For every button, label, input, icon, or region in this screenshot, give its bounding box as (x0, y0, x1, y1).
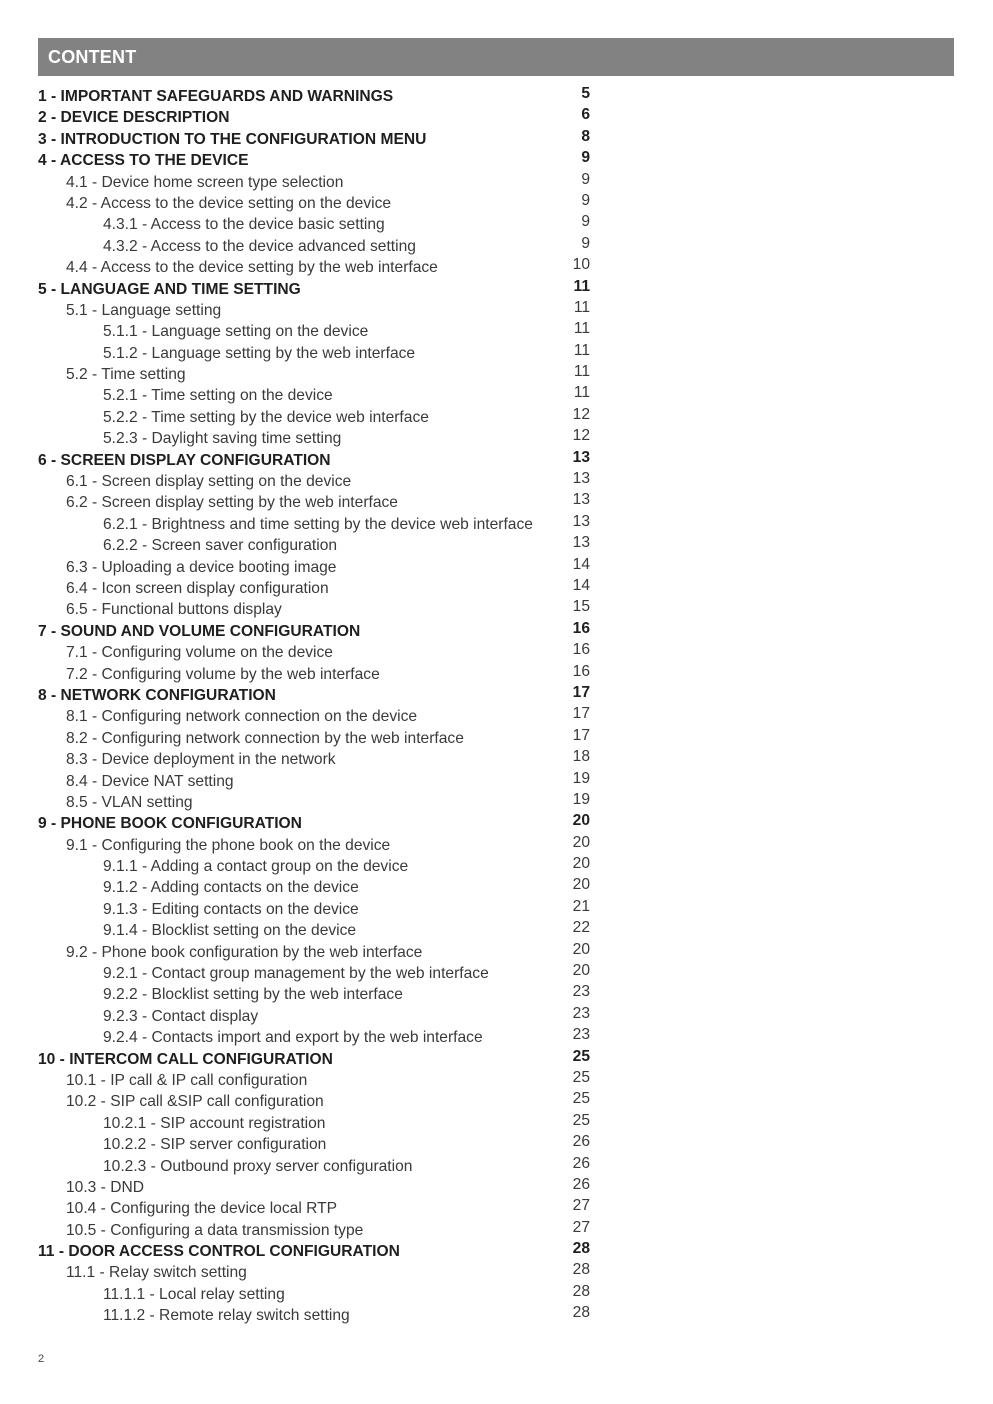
toc-entry-page: 20 (572, 833, 590, 851)
toc-entry-title: 5.1 - Language setting (66, 301, 222, 319)
toc-entry-title: 9.2 - Phone book configuration by the web interface (66, 943, 423, 961)
toc-entry-title: 11.1.2 - Remote relay switch setting (103, 1307, 350, 1325)
toc-entry-page: 19 (572, 790, 590, 808)
toc-section (38, 578, 598, 599)
toc-entry-title: 6.4 - Icon screen display configuration (66, 579, 329, 597)
toc-entry-title: 9.1.4 - Blocklist setting on the device (103, 922, 357, 940)
toc-subsection (38, 1134, 598, 1155)
toc-section (38, 300, 598, 321)
toc-entry-page: 6 (581, 106, 590, 124)
toc-subsection (38, 1305, 598, 1326)
toc-entry-page: 25 (572, 1068, 590, 1086)
page-number: 2 (38, 1353, 45, 1365)
toc-entry-title: 4.3.2 - Access to the device advanced setting (103, 237, 416, 255)
toc-subsection (38, 321, 598, 342)
toc-subsection (38, 899, 598, 920)
toc-entry-page: 22 (572, 919, 590, 937)
toc-entry-title: 5 - LANGUAGE AND TIME SETTING (38, 280, 301, 298)
toc-section (38, 172, 598, 193)
toc-entry-page: 13 (572, 512, 590, 530)
toc-entry-title: 6.2.1 - Brightness and time setting by the device web interface (103, 515, 533, 533)
toc-entry-title: 4.4 - Access to the device setting by the web interface (66, 259, 438, 277)
toc-entry-page: 23 (572, 1004, 590, 1022)
toc-entry-page: 20 (572, 962, 590, 980)
toc-entry-page: 15 (572, 598, 590, 616)
toc-entry-page: 11 (573, 277, 590, 295)
toc-entry-title: 8.4 - Device NAT setting (66, 772, 234, 790)
toc-section (38, 599, 598, 620)
toc-entry-page: 10 (572, 256, 590, 274)
toc-entry-page: 9 (581, 149, 590, 167)
toc-subsection (38, 877, 598, 898)
toc-entry-title: 10.4 - Configuring the device local RTP (66, 1200, 338, 1218)
toc-entry-page: 13 (572, 534, 590, 552)
toc-entry-title: 6.1 - Screen display setting on the device (66, 473, 352, 491)
toc-entry-page: 28 (572, 1282, 590, 1300)
toc-entry-title: 5.2.2 - Time setting by the device web interface (103, 408, 429, 426)
content-title: CONTENT (48, 46, 137, 67)
toc-section (38, 257, 598, 278)
toc-section (38, 364, 598, 385)
toc-entry-title: 2 - DEVICE DESCRIPTION (38, 109, 230, 127)
toc-entry-title: 10.5 - Configuring a data transmission type (66, 1221, 364, 1239)
toc-entry-title: 4.1 - Device home screen type selection (66, 173, 344, 191)
content-header (38, 38, 954, 76)
toc-entry-page: 13 (572, 470, 590, 488)
toc-section (38, 1220, 598, 1241)
toc-entry-title: 7.1 - Configuring volume on the device (66, 644, 333, 662)
toc-entry-title: 11.1 - Relay switch setting (66, 1264, 247, 1282)
toc-subsection (38, 385, 598, 406)
toc-entry-page: 25 (572, 1111, 590, 1129)
toc-entry-page: 26 (572, 1133, 590, 1151)
toc-subsection (38, 428, 598, 449)
toc-subsection (38, 1113, 598, 1134)
toc-chapter (38, 279, 598, 300)
toc-subsection (38, 984, 598, 1005)
toc-chapter (38, 450, 598, 471)
toc-entry-page: 8 (581, 127, 590, 145)
toc-subsection (38, 407, 598, 428)
toc-entry-title: 9.1.2 - Adding contacts on the device (103, 879, 359, 897)
toc-chapter (38, 107, 598, 128)
toc-chapter (38, 1241, 598, 1262)
toc-section (38, 1262, 598, 1283)
toc-subsection (38, 236, 598, 257)
toc-section (38, 1070, 598, 1091)
toc-entry-title: 6.2 - Screen display setting by the web interface (66, 494, 398, 512)
toc-entry-page: 20 (572, 876, 590, 894)
toc-subsection (38, 963, 598, 984)
toc-entry-title: 9.1.3 - Editing contacts on the device (103, 900, 359, 918)
toc-subsection (38, 920, 598, 941)
toc-entry-title: 10.2 - SIP call &SIP call configuration (66, 1093, 324, 1111)
toc-entry-page: 26 (572, 1175, 590, 1193)
toc-entry-title: 9.2.3 - Contact display (103, 1007, 259, 1025)
toc-chapter (38, 685, 598, 706)
toc-entry-page: 11 (573, 320, 590, 338)
toc-entry-title: 8.5 - VLAN setting (66, 793, 193, 811)
toc-entry-title: 8 - NETWORK CONFIGURATION (38, 686, 276, 704)
toc-entry-page: 11 (573, 363, 590, 381)
toc-entry-page: 14 (572, 576, 590, 594)
toc-entry-page: 16 (572, 641, 590, 659)
toc-entry-title: 9.2.1 - Contact group management by the web interface (103, 965, 489, 983)
toc-subsection (38, 514, 598, 535)
toc-entry-page: 28 (572, 1261, 590, 1279)
toc-entry-title: 5.2.1 - Time setting on the device (103, 387, 333, 405)
toc-entry-page: 20 (572, 855, 590, 873)
toc-entry-page: 14 (572, 555, 590, 573)
toc-entry-title: 5.2.3 - Daylight saving time setting (103, 430, 342, 448)
table-of-contents (38, 86, 598, 1327)
toc-entry-page: 9 (581, 213, 590, 231)
toc-section (38, 1198, 598, 1219)
toc-entry-title: 9 - PHONE BOOK CONFIGURATION (38, 815, 302, 833)
toc-entry-page: 17 (572, 683, 590, 701)
toc-entry-page: 12 (572, 405, 590, 423)
toc-entry-page: 11 (573, 341, 590, 359)
toc-entry-title: 10.1 - IP call & IP call configuration (66, 1071, 308, 1089)
toc-entry-page: 12 (572, 427, 590, 445)
toc-entry-page: 26 (572, 1154, 590, 1172)
toc-section (38, 492, 598, 513)
toc-entry-title: 10.3 - DND (66, 1178, 144, 1196)
toc-entry-title: 8.3 - Device deployment in the network (66, 751, 336, 769)
toc-entry-page: 5 (581, 85, 590, 102)
toc-subsection (38, 1027, 598, 1048)
toc-entry-page: 20 (572, 812, 590, 830)
toc-chapter (38, 150, 598, 171)
toc-chapter (38, 813, 598, 834)
toc-entry-page: 19 (572, 769, 590, 787)
toc-entry-title: 11 - DOOR ACCESS CONTROL CONFIGURATION (38, 1243, 400, 1261)
toc-entry-page: 25 (572, 1047, 590, 1065)
toc-entry-title: 4.2 - Access to the device setting on the device (66, 194, 392, 212)
toc-entry-title: 6.5 - Functional buttons display (66, 601, 282, 619)
toc-entry-title: 9.2.4 - Contacts import and export by the web interface (103, 1029, 483, 1047)
toc-entry-title: 10.2.3 - Outbound proxy server configuration (103, 1157, 413, 1175)
toc-entry-page: 28 (572, 1240, 590, 1258)
toc-entry-page: 23 (572, 983, 590, 1001)
toc-section (38, 835, 598, 856)
toc-entry-title: 10 - INTERCOM CALL CONFIGURATION (38, 1050, 333, 1068)
toc-entry-title: 10.2.1 - SIP account registration (103, 1114, 326, 1132)
toc-entry-title: 5.1.2 - Language setting by the web interface (103, 344, 416, 362)
toc-chapter (38, 1049, 598, 1070)
toc-entry-page: 9 (581, 191, 590, 209)
toc-entry-page: 28 (572, 1304, 590, 1322)
toc-entry-title: 11.1.1 - Local relay setting (103, 1285, 285, 1303)
toc-section (38, 557, 598, 578)
toc-entry-title: 9.2.2 - Blocklist setting by the web interface (103, 986, 403, 1004)
toc-section (38, 193, 598, 214)
toc-entry-page: 9 (581, 170, 590, 188)
toc-subsection (38, 214, 598, 235)
toc-entry-title: 5.1.1 - Language setting on the device (103, 323, 369, 341)
toc-section (38, 1091, 598, 1112)
toc-subsection (38, 856, 598, 877)
toc-entry-page: 16 (572, 619, 590, 637)
toc-entry-title: 4.3.1 - Access to the device basic setting (103, 216, 385, 234)
toc-entry-title: 5.2 - Time setting (66, 366, 186, 384)
toc-entry-title: 10.2.2 - SIP server configuration (103, 1136, 327, 1154)
toc-section (38, 942, 598, 963)
toc-entry-title: 4 - ACCESS TO THE DEVICE (38, 152, 249, 170)
toc-entry-title: 7 - SOUND AND VOLUME CONFIGURATION (38, 622, 361, 640)
toc-entry-title: 6.2.2 - Screen saver configuration (103, 537, 338, 555)
toc-entry-title: 1 - IMPORTANT SAFEGUARDS AND WARNINGS (38, 88, 394, 105)
toc-section (38, 1177, 598, 1198)
toc-chapter (38, 86, 598, 107)
toc-section (38, 771, 598, 792)
toc-entry-page: 23 (572, 1026, 590, 1044)
toc-entry-page: 9 (581, 234, 590, 252)
toc-entry-page: 16 (572, 662, 590, 680)
toc-subsection (38, 1156, 598, 1177)
toc-subsection (38, 535, 598, 556)
toc-entry-page: 17 (572, 726, 590, 744)
toc-entry-title: 9.1 - Configuring the phone book on the device (66, 836, 391, 854)
toc-entry-page: 11 (573, 384, 590, 402)
toc-entry-page: 27 (572, 1197, 590, 1215)
toc-entry-title: 8.1 - Configuring network connection on the device (66, 708, 418, 726)
toc-entry-title: 3 - INTRODUCTION TO THE CONFIGURATION MENU (38, 130, 427, 148)
toc-entry-page: 18 (572, 748, 590, 766)
toc-entry-page: 17 (572, 705, 590, 723)
toc-chapter (38, 129, 598, 150)
toc-entry-page: 13 (572, 491, 590, 509)
toc-section (38, 728, 598, 749)
toc-entry-title: 7.2 - Configuring volume by the web interface (66, 665, 380, 683)
toc-entry-page: 13 (572, 448, 590, 466)
toc-section (38, 749, 598, 770)
toc-subsection (38, 343, 598, 364)
toc-section (38, 471, 598, 492)
toc-section (38, 792, 598, 813)
toc-entry-title: 6 - SCREEN DISPLAY CONFIGURATION (38, 451, 331, 469)
toc-section (38, 642, 598, 663)
toc-entry-title: 9.1.1 - Adding a contact group on the device (103, 858, 409, 876)
toc-entry-title: 6.3 - Uploading a device booting image (66, 558, 337, 576)
toc-section (38, 706, 598, 727)
toc-entry-page: 25 (572, 1090, 590, 1108)
toc-entry-page: 27 (572, 1218, 590, 1236)
toc-entry-title: 8.2 - Configuring network connection by the web interface (66, 729, 464, 747)
toc-subsection (38, 1006, 598, 1027)
toc-section (38, 664, 598, 685)
toc-chapter (38, 621, 598, 642)
toc-entry-page: 21 (572, 897, 590, 915)
toc-entry-page: 11 (573, 298, 590, 316)
toc-subsection (38, 1284, 598, 1305)
toc-entry-page: 20 (572, 940, 590, 958)
